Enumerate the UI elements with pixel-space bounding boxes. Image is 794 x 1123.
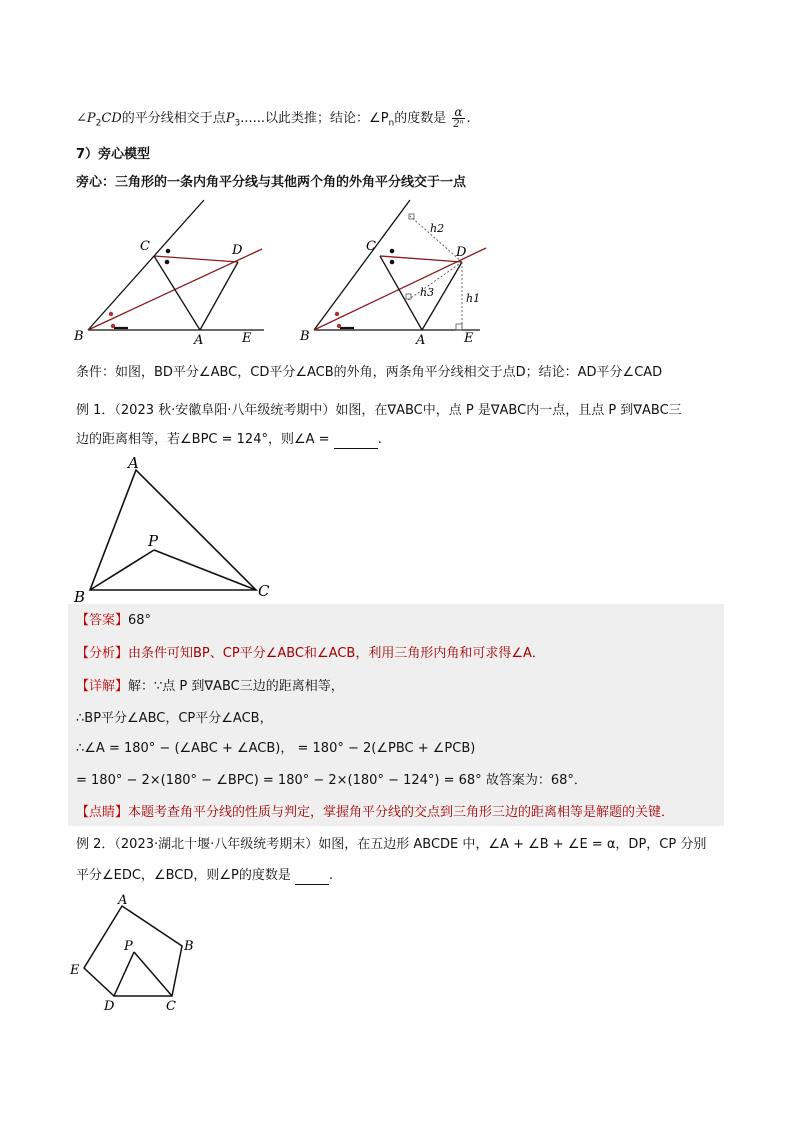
- excenter-figure-1: [70, 196, 270, 346]
- intro-degree: 的度数是: [394, 111, 447, 126]
- comment-text: 本题考查角平分线的性质与判定，掌握角平分线的交点到三角形三边的距离相等是解题的关键．: [128, 805, 675, 820]
- angle-p2: ∠P: [76, 111, 96, 126]
- example2-line1: 例 2．（2023·湖北十堰·八年级统考期末）如图，在五边形 ABCDE 中，∠A + ∠B + ∠E = α，DP，CP 分别: [76, 837, 707, 852]
- answer-blank-2: [295, 866, 329, 885]
- pent-label-d: D: [104, 999, 115, 1014]
- detail-line1: [76, 678, 344, 696]
- fig1-label-a: A: [194, 333, 204, 346]
- analysis-tag: 【分析】: [76, 646, 129, 661]
- example2-end: .: [329, 868, 334, 883]
- answer-value: 68°: [128, 613, 152, 628]
- example1-question: 边的距离相等，若∠BPC = 124°，则∠A =: [76, 432, 330, 447]
- p3-text: P: [225, 111, 235, 126]
- fig2-label-h2: h2: [430, 222, 445, 235]
- tri-label-p: P: [148, 532, 159, 550]
- intro-conclusion: ......以此类推；结论：∠P: [240, 111, 389, 126]
- example1-line1: 例 1．（2023 秋·安徽阜阳·八年级统考期中）如图，在∇ABC中，点 P 是∇ABC内一点，且点 P 到∇ABC三: [76, 403, 682, 418]
- detail-text4b: 故答案为：68°．: [485, 773, 587, 788]
- fig2-label-a: A: [416, 333, 426, 346]
- example2-line2: [76, 866, 333, 885]
- pent-label-e: E: [70, 963, 80, 978]
- fig2-label-e: E: [464, 331, 474, 346]
- answer-line: [76, 612, 151, 630]
- fig2-label-c: C: [366, 239, 376, 254]
- triangle-abc-figure: [70, 454, 280, 604]
- answer-blank: [334, 430, 378, 449]
- fig2-label-d: D: [456, 245, 467, 260]
- detail-tag: 【详解】: [76, 679, 129, 694]
- excenter-figure-2: [296, 196, 496, 346]
- detail-line2: ∴BP平分∠ABC，CP平分∠ACB，: [76, 711, 273, 726]
- fig1-label-d: D: [232, 243, 243, 258]
- tri-label-b: B: [74, 588, 86, 604]
- cd-text: CD: [101, 111, 122, 126]
- fig2-label-h1: h1: [466, 292, 481, 305]
- tri-label-c: C: [258, 582, 270, 600]
- sub-2: 2: [95, 118, 102, 129]
- section-heading: 7）旁心模型: [76, 147, 151, 162]
- intro-text: 的平分线相交于点: [121, 111, 226, 126]
- pent-label-p: P: [124, 939, 133, 954]
- example2-question: 平分∠EDC，∠BCD，则∠P的度数是: [76, 868, 291, 883]
- detail-text1: 解：∵点 P 到∇ABC三边的距离相等，: [128, 679, 344, 694]
- pent-label-b: B: [184, 939, 194, 954]
- pentagon-figure: [66, 892, 216, 1018]
- alpha-fraction: [452, 106, 464, 131]
- sub-n: n: [388, 118, 395, 129]
- condition-text: 条件：如图，BD平分∠ABC，CD平分∠ACB的外角，两条角平分线相交于点D；结论：AD平分∠CAD: [76, 365, 663, 380]
- pent-label-c: C: [166, 999, 176, 1014]
- fig1-label-b: B: [74, 329, 84, 344]
- analysis-line: [76, 645, 545, 663]
- detail-line4: [76, 772, 587, 790]
- example1-end: .: [377, 432, 382, 447]
- sub-3: 3: [234, 118, 241, 129]
- fig1-label-c: C: [140, 239, 150, 254]
- frac-num: α: [454, 105, 463, 119]
- analysis-text: 由条件可知BP、CP平分∠ABC和∠ACB，利用三角形内角和可求得∠A．: [128, 646, 545, 661]
- frac-den: 2ⁿ: [453, 119, 464, 130]
- fig2-label-b: B: [300, 329, 310, 344]
- fig2-label-h3: h3: [420, 286, 435, 299]
- comment-tag: 【点睛】: [76, 805, 129, 820]
- comment-line: [76, 804, 674, 822]
- detail-line3: ∴∠A = 180° − (∠ABC + ∠ACB)， = 180° − 2(∠PBC + ∠PCB): [76, 741, 476, 756]
- intro-end: .: [466, 111, 471, 126]
- example1-line2: [76, 430, 382, 449]
- detail-text4a: = 180° − 2×(180° − ∠BPC) = 180° − 2×(180° − 124°) = 68°: [76, 773, 482, 788]
- fig1-label-e: E: [242, 331, 252, 346]
- section-definition: 旁心：三角形的一条内角平分线与其他两个角的外角平分线交于一点: [76, 175, 467, 190]
- tri-label-a: A: [128, 454, 139, 472]
- answer-tag: 【答案】: [76, 613, 129, 628]
- intro-line: [76, 106, 471, 133]
- pent-label-a: A: [118, 893, 128, 908]
